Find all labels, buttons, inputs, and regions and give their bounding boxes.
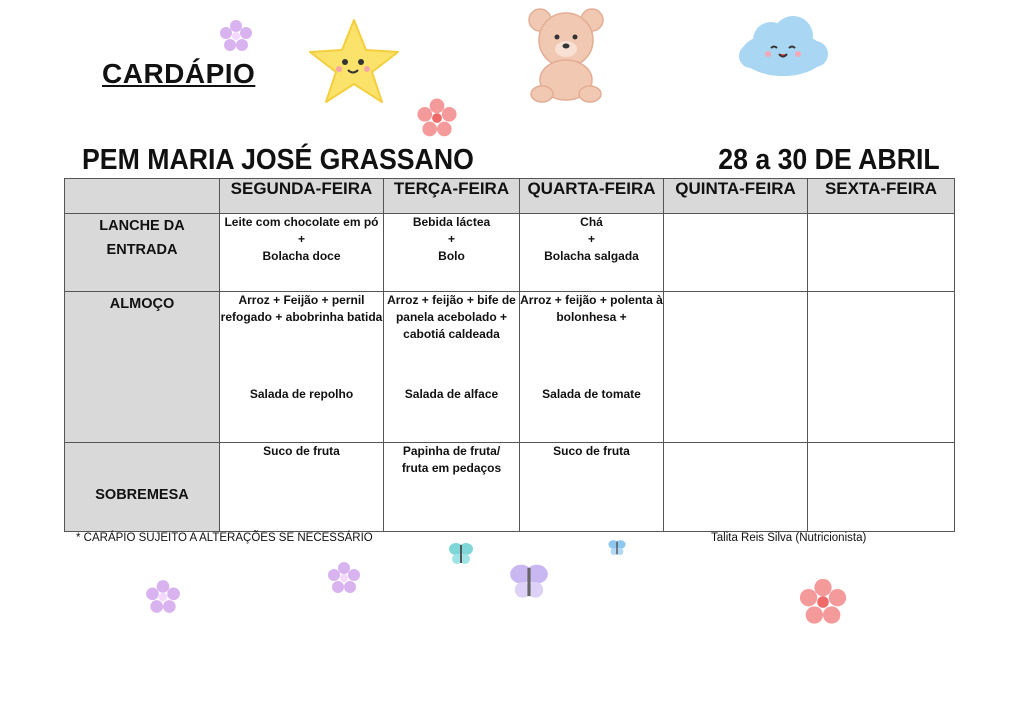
menu-cell: [664, 292, 808, 443]
menu-cell: Arroz + feijão + bife de panela acebolado + cabotiá caldeada Salada de alface: [384, 292, 520, 443]
day-header-friday: SEXTA-FEIRA: [808, 179, 955, 214]
page-title: CARDÁPIO: [102, 58, 256, 89]
menu-cell: Chá + Bolacha salgada: [520, 214, 664, 292]
row-label-snack: LANCHE DA ENTRADA: [65, 214, 220, 292]
menu-table: [64, 178, 955, 532]
cloud-icon: [735, 10, 831, 84]
menu-cell: Bebida láctea + Bolo: [384, 214, 520, 292]
table-row: [65, 443, 955, 532]
menu-cell: [664, 443, 808, 532]
row-label-lunch: ALMOÇO: [65, 292, 220, 443]
menu-cell: Papinha de fruta/ fruta em pedaços: [384, 443, 520, 532]
nutritionist-credit: Talita Reis Silva (Nutricionista): [711, 532, 867, 544]
menu-cell: Suco de fruta: [520, 443, 664, 532]
butterfly-icon: [506, 560, 552, 604]
star-icon: [306, 16, 402, 106]
flower-icon: [218, 18, 254, 54]
teddy-bear-icon: [520, 4, 612, 104]
flower-icon: [326, 560, 362, 596]
day-header-wednesday: QUARTA-FEIRA: [520, 179, 664, 214]
menu-cell: [808, 214, 955, 292]
menu-cell: Arroz + Feijão + pernil refogado + abobrinha batida Salada de repolho: [220, 292, 384, 443]
menu-cell: Leite com chocolate em pó + Bolacha doce: [220, 214, 384, 292]
row-label-dessert: SOBREMESA: [65, 443, 220, 532]
menu-cell: Suco de fruta: [220, 443, 384, 532]
footnote: * CARÁPIO SUJEITO A ALTERAÇÕES SE NECESSÁRIO: [76, 532, 373, 544]
flower-icon: [415, 96, 459, 140]
school-name: PEM MARIA JOSÉ GRASSANO: [82, 144, 474, 176]
table-row: [65, 214, 955, 292]
flower-icon: [144, 578, 182, 616]
butterfly-icon: [606, 538, 628, 558]
menu-cell: [808, 292, 955, 443]
day-header-monday: SEGUNDA-FEIRA: [220, 179, 384, 214]
menu-cell: [808, 443, 955, 532]
day-header-thursday: QUINTA-FEIRA: [664, 179, 808, 214]
menu-cell: Arroz + feijão + polenta à bolonhesa + Salada de tomate: [520, 292, 664, 443]
table-header-row: [65, 179, 955, 214]
flower-icon: [794, 576, 852, 628]
date-range: 28 a 30 DE ABRIL: [718, 144, 940, 176]
menu-cell: [664, 214, 808, 292]
day-header-tuesday: TERÇA-FEIRA: [384, 179, 520, 214]
butterfly-icon: [448, 540, 474, 568]
table-row: [65, 292, 955, 443]
table-corner: [65, 179, 220, 214]
